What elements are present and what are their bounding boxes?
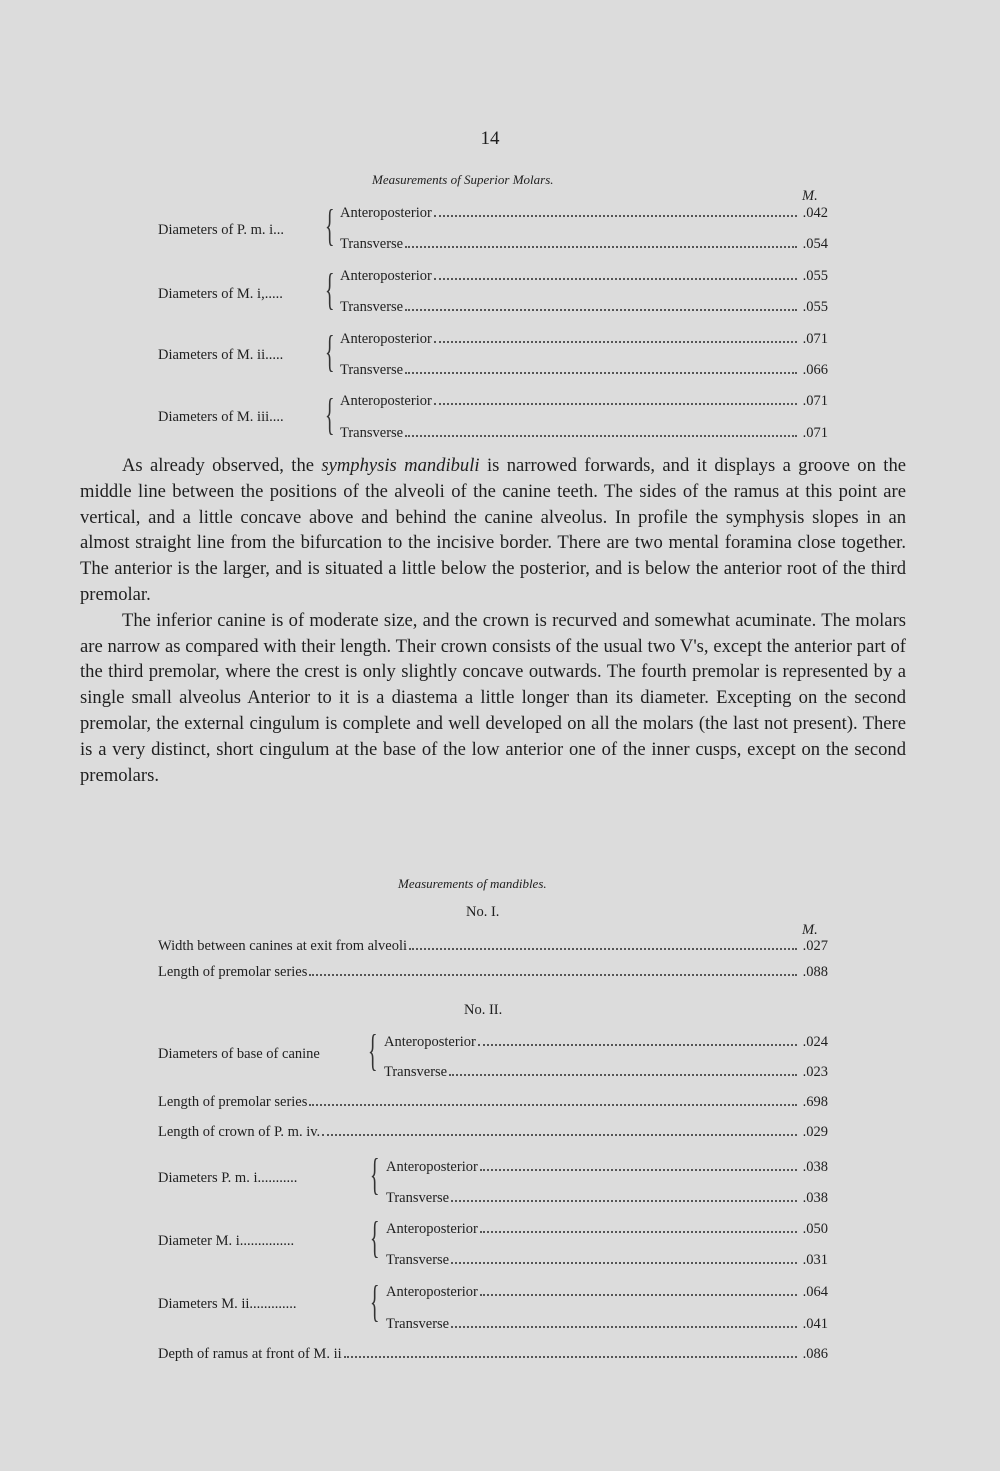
measure-row: Anteroposterior .071 xyxy=(340,393,828,409)
measure-row: Anteroposterior .042 xyxy=(340,205,828,221)
measure-row: Transverse .038 xyxy=(386,1190,828,1206)
measure-row: Anteroposterior .071 xyxy=(340,331,828,347)
paragraph-canine-molars: The inferior canine is of moderate size, and the crown is recurved and somewhat acuminate. The molars are narrow as compared with their length. Their crown consists of the usual two V's, except the anterior part of the third premolar, where the crest is only slightly concave outwards. The fourth premolar is represented by a single small alveolus Anterior to it is a diastema a little longer than its diameter. Excepting on the second premolar, the external cingulum is complete and well developed on all the molars (the last not present). There is a very distinct, short cingulum at the base of the low anterior one of the inner cusps, except on the second premolars. xyxy=(80,609,906,786)
brace: { xyxy=(325,265,335,314)
measure-row: Transverse .023 xyxy=(384,1064,828,1080)
group-label: Diameters of M. iii.... xyxy=(158,409,284,425)
measure-row: Transverse .041 xyxy=(386,1316,828,1332)
brace: { xyxy=(325,327,335,376)
paragraph-symphysis: As already observed, the symphysis mandibuli is narrowed forwards, and it displays a groove on the middle line between the positions of the alveoli of the canine teeth. The sides of the ramus at this point are vertical, and a little concave above and behind the canine alveolus. In profile the symphysis slopes in an almost straight line from the bifurcation to the incisive border. There are two mental foramina close together. The anterior is the larger, and is situated a little below the posterior, and is below the anterior root of the third premolar. xyxy=(80,455,906,605)
superior-molars-caption: Measurements of Superior Molars. xyxy=(372,172,554,187)
brace: { xyxy=(325,390,335,439)
group-label: Diameters P. m. i........... xyxy=(158,1170,298,1186)
measure-row: Anteroposterior .050 xyxy=(386,1221,828,1237)
measure-row: Transverse .055 xyxy=(340,299,828,315)
measure-row: Anteroposterior .064 xyxy=(386,1284,828,1300)
mandibles-caption: Measurements of mandibles. xyxy=(398,876,547,891)
superior-unit-label: M. xyxy=(802,188,818,204)
measure-row: Transverse .054 xyxy=(340,236,828,252)
mandibles-unit-label: M. xyxy=(802,922,818,938)
measure-row: Transverse .071 xyxy=(340,425,828,441)
brace: { xyxy=(325,201,335,250)
brace: { xyxy=(370,1277,380,1326)
group-label: Diameters of base of canine xyxy=(158,1046,320,1062)
measure-row: Depth of ramus at front of M. ii .086 xyxy=(158,1346,828,1362)
group-label: Diameters of M. ii..... xyxy=(158,347,284,363)
brace: { xyxy=(370,1150,380,1199)
measure-row: Anteroposterior .055 xyxy=(340,268,828,284)
measure-row: Transverse .031 xyxy=(386,1252,828,1268)
measure-row: Length of premolar series .088 xyxy=(158,964,828,980)
brace: { xyxy=(370,1213,380,1262)
no1-heading: No. I. xyxy=(466,904,500,920)
measure-row: Anteroposterior .038 xyxy=(386,1159,828,1175)
measure-row: Width between canines at exit from alveoli .027 xyxy=(158,938,828,954)
brace: { xyxy=(368,1026,378,1075)
measure-row: Anteroposterior .024 xyxy=(384,1034,828,1050)
no2-heading: No. II. xyxy=(464,1002,503,1018)
measure-row: Transverse .066 xyxy=(340,362,828,378)
body-text xyxy=(80,453,906,788)
group-label: Diameters of M. i,..... xyxy=(158,286,283,302)
group-label: Diameter M. i............... xyxy=(158,1233,295,1249)
measure-row: Length of crown of P. m. iv. .029 xyxy=(158,1124,828,1140)
group-label: Diameters of P. m. i... xyxy=(158,222,285,238)
measure-row: Length of premolar series .698 xyxy=(158,1094,828,1110)
page-number: 14 xyxy=(480,128,500,149)
group-label: Diameters M. ii............. xyxy=(158,1296,297,1312)
